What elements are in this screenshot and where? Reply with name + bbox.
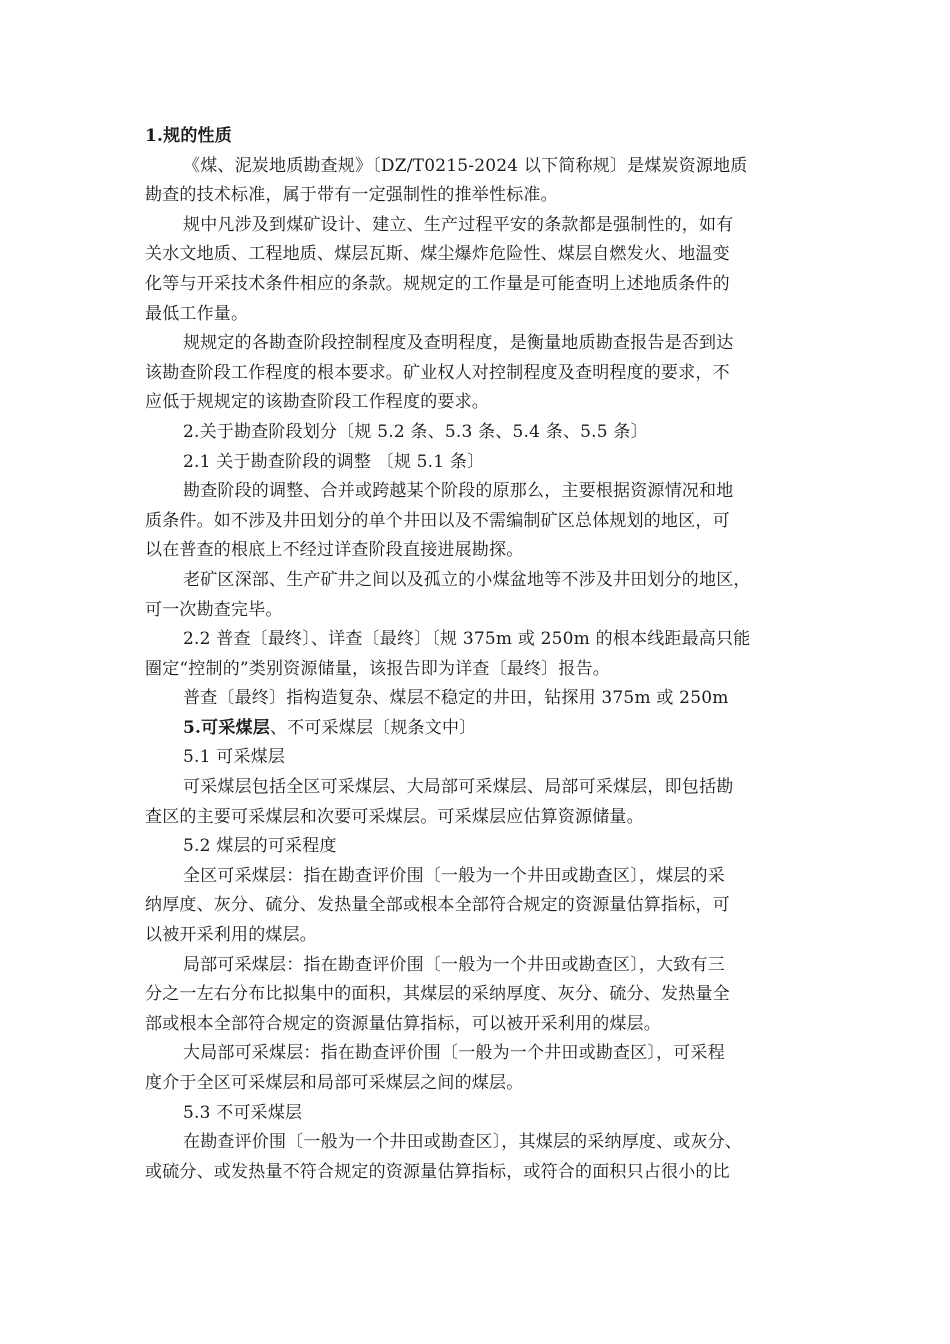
- text-line: 度介于全区可采煤层和局部可采煤层之间的煤层。: [145, 1073, 524, 1093]
- text-line: 2.关于勘查阶段划分〔规 5.2 条、5.3 条、5.4 条、5.5 条〕: [183, 421, 648, 442]
- text-line: 5.3 不可采煤层: [183, 1102, 303, 1123]
- text-line: 全区可采煤层：指在勘查评价围〔一般为一个井田或勘查区〕，煤层的采: [183, 865, 725, 886]
- text-line: 5.1 可采煤层: [183, 747, 286, 768]
- text-line: 勘查阶段的调整、合并或跨越某个阶段的原那么，主要根据资源情况和地: [183, 481, 734, 502]
- text-line: 以被开采利用的煤层。: [145, 925, 317, 946]
- text-line: 2.1 关于勘查阶段的调整 〔规 5.1 条〕: [183, 451, 485, 472]
- text-line: 普查〔最终〕指构造复杂、煤层不稳定的井田，钻探用 375m 或 250m: [183, 688, 729, 709]
- text-line: 查区的主要可采煤层和次要可采煤层。可采煤层应估算资源储量。: [145, 806, 644, 827]
- text-line: 应低于规规定的该勘查阶段工作程度的要求。: [145, 392, 489, 413]
- text-line: 可采煤层包括全区可采煤层、大局部可采煤层、局部可采煤层，即包括勘: [183, 777, 734, 798]
- text-line: 老矿区深部、生产矿井之间以及孤立的小煤盆地等不涉及井田划分的地区，: [183, 569, 751, 590]
- document-body: [145, 122, 805, 1187]
- text-line: 大局部可采煤层：指在勘查评价围〔一般为一个井田或勘查区〕，可采程: [183, 1043, 725, 1064]
- text-line: 勘查的技术标准，属于带有一定强制性的推举性标准。: [145, 185, 558, 206]
- text-line: 1.规的性质: [145, 126, 232, 146]
- text-line: 圈定“控制的”类别资源储量，该报告即为详查〔最终〕报告。: [145, 658, 610, 679]
- text-line: 规中凡涉及到煤矿设计、建立、生产过程平安的条款都是强制性的，如有: [183, 214, 734, 235]
- text-line: 部或根本全部符合规定的资源量估算指标，可以被开采利用的煤层。: [145, 1013, 661, 1034]
- text-span: 5.可采煤层: [183, 717, 270, 738]
- text-line: 关水文地质、工程地质、煤层瓦斯、煤尘爆炸危险性、煤层自燃发火、地温变: [145, 244, 730, 265]
- text-line: 或硫分、或发热量不符合规定的资源量估算指标，或符合的面积只占很小的比: [145, 1161, 730, 1182]
- text-line: 以在普查的根底上不经过详查阶段直接进展勘探。: [145, 540, 524, 561]
- text-line: 规规定的各勘查阶段控制程度及查明程度，是衡量地质勘查报告是否到达: [183, 333, 734, 354]
- text-line: 2.2 普查〔最终〕、详查〔最终〕〔规 375m 或 250m 的根本线距最高只能: [183, 629, 751, 650]
- text-line: 最低工作量。: [145, 303, 249, 324]
- text-line: 该勘查阶段工作程度的根本要求。矿业权人对控制程度及查明程度的要求，不: [145, 362, 730, 383]
- text-line: 化等与开采技术条件相应的条款。规规定的工作量是可能查明上述地质条件的: [145, 273, 730, 294]
- text-line: 局部可采煤层：指在勘查评价围〔一般为一个井田或勘查区〕，大致有三: [183, 954, 725, 975]
- text-span: 、不可采煤层〔规条文中〕: [269, 717, 477, 738]
- text-line: 5.2 煤层的可采程度: [183, 836, 337, 857]
- text-line: [145, 714, 805, 744]
- text-line: 在勘查评价围〔一般为一个井田或勘查区〕，其煤层的采纳厚度、或灰分、: [183, 1132, 743, 1153]
- text-line: 分之一左右分布比拟集中的面积，其煤层的采纳厚度、灰分、硫分、发热量全: [145, 984, 730, 1005]
- text-line: 质条件。如不涉及井田划分的单个井田以及不需编制矿区总体规划的地区，可: [145, 510, 730, 531]
- text-line: 可一次勘查完毕。: [145, 599, 283, 620]
- text-line: 《煤、泥炭地质勘查规》〔DZ/T0215-2024 以下简称规〕是煤炭资源地质: [183, 155, 748, 176]
- text-line: 纳厚度、灰分、硫分、发热量全部或根本全部符合规定的资源量估算指标，可: [145, 895, 730, 916]
